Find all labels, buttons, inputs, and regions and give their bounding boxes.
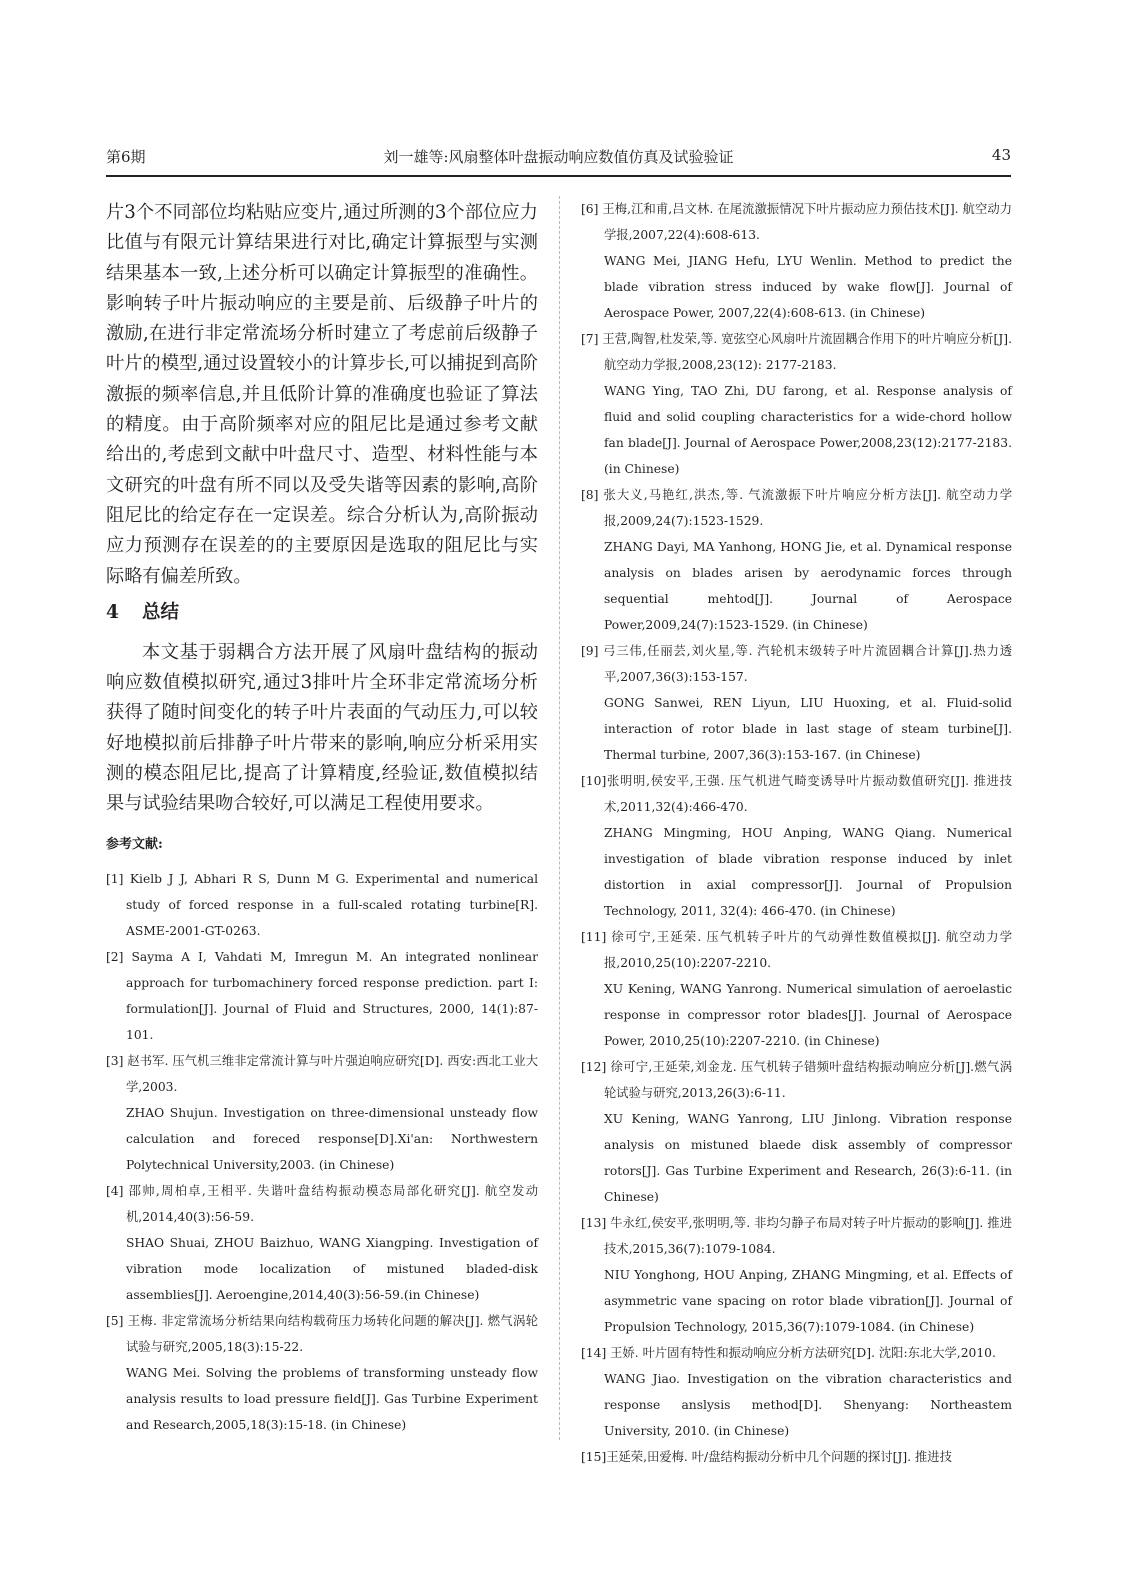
reference-citation: [14] 王娇. 叶片固有特性和振动响应分析方法研究[D]. 沈阳:东北大学,2010. — [581, 1346, 996, 1360]
reference-citation: [11] 徐可宁,王延荣. 压气机转子叶片的气动弹性数值模拟[J]. 航空动力学报,2010,25(10):2207-2210. — [581, 930, 1012, 970]
reference-item — [581, 482, 1012, 638]
reference-english-translation: XU Kening, WANG Yanrong. Numerical simulation of aeroelastic response in compressor rotor blades[J]. Journal of Aerospace Power, 2010,25(10):2207-2210. (in Chinese) — [604, 982, 1012, 1048]
reference-item — [106, 944, 538, 1048]
reference-english-translation: WANG Jiao. Investigation on the vibration characteristics and response anslysis method[D]. Shenyang: Northeastem University, 2010. (in Chinese) — [604, 1372, 1012, 1438]
header-rule — [106, 175, 1011, 177]
reference-citation: [5] 王梅. 非定常流场分析结果向结构载荷压力场转化问题的解决[J]. 燃气涡轮试验与研究,2005,18(3):15-22. — [106, 1313, 538, 1354]
reference-citation: [6] 王梅,江和甫,吕文林. 在尾流激振情况下叶片振动应力预估技术[J]. 航空动力学报,2007,22(4):608-613. — [581, 202, 1012, 242]
reference-item — [106, 866, 538, 944]
reference-citation: [10]张明明,侯安平,王强. 压气机进气畸变诱导叶片振动数值研究[J]. 推进技术,2011,32(4):466-470. — [581, 774, 1012, 814]
reference-item — [106, 1308, 538, 1438]
reference-list — [581, 196, 1012, 1470]
reference-citation: [8] 张大义,马艳红,洪杰,等. 气流激振下叶片响应分析方法[J]. 航空动力学报,2009,24(7):1523-1529. — [581, 488, 1012, 528]
issue-label: 第6期 — [106, 148, 146, 166]
reference-english-translation: GONG Sanwei, REN Liyun, LIU Huoxing, et al. Fluid-solid interaction of rotor blade in last stage of steam turbine[J]. Thermal turbine, 2007,36(3):153-167. (in Chinese) — [604, 696, 1012, 762]
reference-item — [106, 1048, 538, 1178]
reference-item — [581, 1444, 1012, 1470]
column-divider — [559, 196, 560, 1440]
reference-citation: [9] 弓三伟,任丽芸,刘火星,等. 汽轮机末级转子叶片流固耦合计算[J].热力透平,2007,36(3):153-157. — [581, 644, 1012, 684]
running-header — [106, 146, 1011, 170]
reference-citation: [3] 赵书军. 压气机三维非定常流计算与叶片强迫响应研究[D]. 西安:西北工业大学,2003. — [106, 1053, 538, 1094]
reference-item — [581, 1210, 1012, 1340]
running-title: 刘一雄等:风扇整体叶盘振动响应数值仿真及试验验证 — [383, 148, 734, 166]
reference-english-translation: ZHAO Shujun. Investigation on three-dimensional unsteady flow calculation and foreced response[D].Xi'an: Northwestern Polytechnical University,2003. (in Chinese) — [126, 1105, 538, 1172]
reference-item — [581, 638, 1012, 768]
reference-item — [581, 924, 1012, 1054]
right-column — [581, 196, 1012, 1470]
reference-english-translation: SHAO Shuai, ZHOU Baizhuo, WANG Xiangping. Investigation of vibration mode localization of mistuned bladed-disk assemblies[J]. Aeroengine,2014,40(3):56-59.(in Chinese) — [126, 1235, 538, 1302]
reference-citation: [13] 牛永红,侯安平,张明明,等. 非均匀静子布局对转子叶片振动的影响[J]. 推进技术,2015,36(7):1079-1084. — [581, 1216, 1012, 1256]
reference-item — [581, 768, 1012, 924]
reference-item — [581, 326, 1012, 482]
reference-citation: [4] 邵帅,周柏卓,王相平. 失谐叶盘结构振动模态局部化研究[J]. 航空发动机,2014,40(3):56-59. — [106, 1183, 538, 1224]
reference-citation: [2] Sayma A I, Vahdati M, Imregun M. An integrated nonlinear approach for turbomachinery forced response prediction. part I: formulation[J]. Journal of Fluid and Structures, 2000, 14(1):87-101. — [106, 949, 538, 1042]
reference-item — [581, 1054, 1012, 1210]
section-heading — [106, 598, 538, 628]
section-number: 4 — [106, 601, 119, 623]
reference-english-translation: ZHANG Mingming, HOU Anping, WANG Qiang. Numerical investigation of blade vibration response induced by inlet distortion in axial compressor[J]. Journal of Propulsion Technology, 2011, 32(4): 466-470. (in Chinese) — [604, 826, 1012, 918]
reference-citation: [7] 王营,陶智,杜发荣,等. 宽弦空心风扇叶片流固耦合作用下的叶片响应分析[J]. 航空动力学报,2008,23(12): 2177-2183. — [581, 332, 1012, 372]
reference-item — [581, 1340, 1012, 1444]
reference-english-translation: ZHANG Dayi, MA Yanhong, HONG Jie, et al. Dynamical response analysis on blades arisen by aerodynamic forces through sequential mehtod[J]. Journal of Aerospace Power,2009,24(7):1523-1529. (in Chinese) — [604, 540, 1012, 632]
body-paragraph: 本文基于弱耦合方法开展了风扇叶盘结构的振动响应数值模拟研究,通过3排叶片全环非定常流场分析获得了随时间变化的转子叶片表面的气动压力,可以较好地模拟前后排静子叶片带来的影响,响应分析采用实测的模态阻尼比,提高了计算精度,经验证,数值模拟结果与试验结果吻合较好,可以满足工程使用要求。 — [106, 641, 538, 815]
page-number: 43 — [991, 146, 1011, 164]
left-column — [106, 198, 538, 1438]
reference-english-translation: WANG Ying, TAO Zhi, DU farong, et al. Response analysis of fluid and solid coupling characteristics for a wide-chord hollow fan blade[J]. Journal of Aerospace Power,2008,23(12):2177-2183. (in Chinese) — [604, 384, 1012, 476]
reference-citation: [15]王延荣,田爱梅. 叶/盘结构振动分析中几个问题的探讨[J]. 推进技 — [581, 1450, 952, 1464]
reference-english-translation: WANG Mei. Solving the problems of transforming unsteady flow analysis results to load pressure field[J]. Gas Turbine Experiment and Research,2005,18(3):15-18. (in Chinese) — [126, 1365, 538, 1432]
reference-citation: [12] 徐可宁,王延荣,刘金龙. 压气机转子错频叶盘结构振动响应分析[J].燃气涡轮试验与研究,2013,26(3):6-11. — [581, 1060, 1012, 1100]
body-paragraph: 片3个不同部位均粘贴应变片,通过所测的3个部位应力比值与有限元计算结果进行对比,确定计算振型与实测结果基本一致,上述分析可以确定计算振型的准确性。影响转子叶片振动响应的主要是前、后级静子叶片的激励,在进行非定常流场分析时建立了考虑前后级静子叶片的模型,通过设置较小的计算步长,可以捕捉到高阶激振的频率信息,并且低阶计算的准确度也验证了算法的精度。由于高阶频率对应的阻尼比是通过参考文献给出的,考虑到文献中叶盘尺寸、造型、材料性能与本文研究的叶盘有所不同以及受失谐等因素的影响,高阶阻尼比的给定存在一定误差。综合分析认为,高阶振动应力预测存在误差的的主要原因是选取的阻尼比与实际略有偏差所致。 — [106, 202, 538, 587]
references-title: 参考文献: — [106, 836, 163, 852]
reference-list — [106, 866, 538, 1438]
reference-english-translation: WANG Mei, JIANG Hefu, LYU Wenlin. Method to predict the blade vibration stress induced by wake flow[J]. Journal of Aerospace Power, 2007,22(4):608-613. (in Chinese) — [604, 254, 1012, 320]
reference-english-translation: NIU Yonghong, HOU Anping, ZHANG Mingming, et al. Effects of asymmetric vane spacing on rotor blade vibration[J]. Journal of Propulsion Technology, 2015,36(7):1079-1084. (in Chinese) — [604, 1268, 1012, 1334]
section-title: 总结 — [142, 601, 180, 623]
reference-item — [106, 1178, 538, 1308]
reference-citation: [1] Kielb J J, Abhari R S, Dunn M G. Experimental and numerical study of forced response in a full-scaled rotating turbine[R]. ASME-2001-GT-0263. — [106, 871, 538, 938]
reference-english-translation: XU Kening, WANG Yanrong, LIU Jinlong. Vibration response analysis on mistuned blaede disk assembly of compressor rotors[J]. Gas Turbine Experiment and Research, 26(3):6-11. (in Chinese) — [604, 1112, 1012, 1204]
reference-item — [581, 196, 1012, 326]
